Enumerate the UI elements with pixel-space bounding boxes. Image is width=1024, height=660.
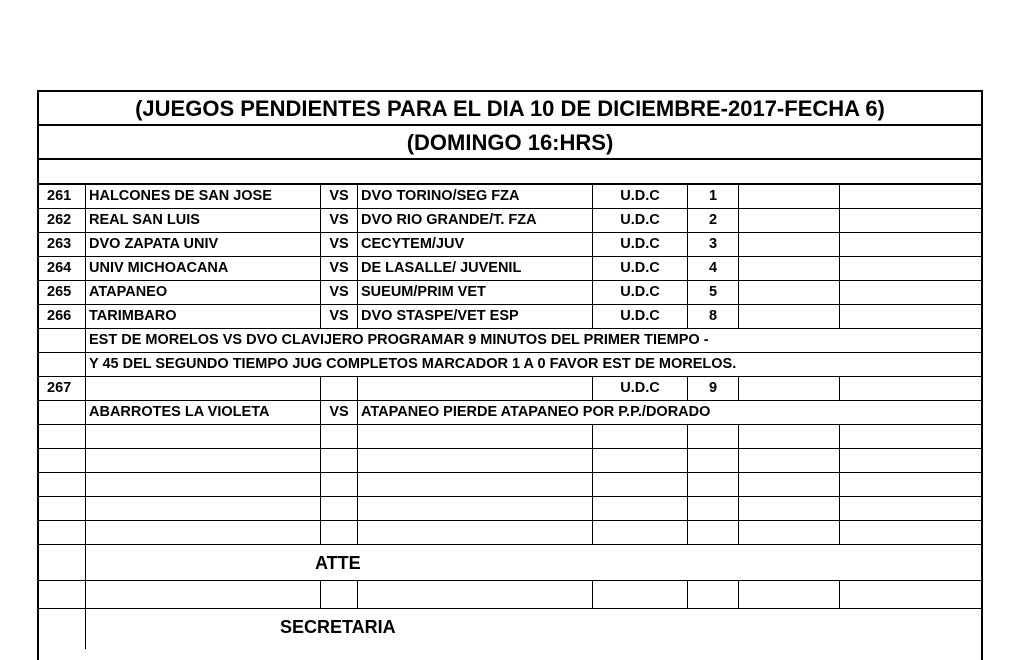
away-team: DE LASALLE/ JUVENIL: [357, 257, 592, 280]
atte-label: ATTE: [85, 545, 981, 580]
vs-label: VS: [320, 305, 357, 328]
empty-cell: [39, 401, 85, 424]
empty-cell: [839, 377, 985, 400]
blank-row: [39, 160, 981, 185]
home-team: HALCONES DE SAN JOSE: [85, 185, 320, 208]
empty-row: [39, 521, 981, 545]
away-team: DVO RIO GRANDE/T. FZA: [357, 209, 592, 232]
empty-cell: [738, 281, 839, 304]
vs-label: VS: [320, 209, 357, 232]
game-row: [39, 401, 981, 425]
venue: U.D.C: [592, 281, 687, 304]
empty-cell: [839, 209, 985, 232]
note-line-2: Y 45 DEL SEGUNDO TIEMPO JUG COMPLETOS MARCADOR 1 A 0 FAVOR EST DE MORELOS.: [85, 353, 981, 376]
empty-row: [39, 473, 981, 497]
empty-cell: [839, 257, 985, 280]
home-team: UNIV MICHOACANA: [85, 257, 320, 280]
field-number: 5: [687, 281, 738, 304]
empty-cell: [738, 185, 839, 208]
venue: U.D.C: [592, 305, 687, 328]
empty-cell: [39, 329, 85, 352]
field-number: 4: [687, 257, 738, 280]
home-team: TARIMBARO: [85, 305, 320, 328]
field-number: 3: [687, 233, 738, 256]
vs-label: VS: [320, 185, 357, 208]
empty-cell: [39, 353, 85, 376]
empty-cell: [839, 281, 985, 304]
page-title: (JUEGOS PENDIENTES PARA EL DIA 10 DE DICIEMBRE-2017-FECHA 6): [39, 92, 981, 126]
venue: U.D.C: [592, 233, 687, 256]
empty-cell: [738, 257, 839, 280]
empty-cell: [357, 377, 592, 400]
home-team: DVO ZAPATA UNIV: [85, 233, 320, 256]
vs-label: VS: [320, 281, 357, 304]
venue: U.D.C: [592, 209, 687, 232]
empty-row: [39, 425, 981, 449]
result-note: ATAPANEO PIERDE ATAPANEO POR P.P./DORADO: [357, 401, 981, 424]
signature-row: [39, 609, 981, 649]
game-number: 267: [47, 380, 72, 396]
home-team: ABARROTES LA VIOLETA: [85, 401, 320, 424]
venue: U.D.C: [592, 377, 687, 400]
note-row: [39, 353, 981, 377]
field-number: 9: [687, 377, 738, 400]
away-team: DVO TORINO/SEG FZA: [357, 185, 592, 208]
empty-cell: [85, 377, 320, 400]
vs-label: VS: [320, 233, 357, 256]
empty-row: [39, 497, 981, 521]
empty-cell: [839, 305, 985, 328]
game-row: [39, 233, 981, 257]
field-number: 1: [687, 185, 738, 208]
game-row: [39, 377, 981, 401]
field-number: 8: [687, 305, 738, 328]
empty-cell: [839, 185, 985, 208]
empty-cell: [738, 209, 839, 232]
away-team: CECYTEM/JUV: [357, 233, 592, 256]
empty-cell: [320, 377, 357, 400]
venue: U.D.C: [592, 257, 687, 280]
page-subtitle: (DOMINGO 16:HRS): [39, 126, 981, 160]
game-number: 261: [47, 188, 72, 204]
empty-row: [39, 581, 981, 609]
game-row: [39, 281, 981, 305]
game-number: 262: [47, 212, 72, 228]
signature-row: [39, 545, 981, 581]
vs-label: VS: [320, 257, 357, 280]
secretaria-label: SECRETARIA: [85, 609, 981, 649]
note-row: [39, 329, 981, 353]
empty-row: [39, 449, 981, 473]
schedule-sheet: [37, 90, 983, 660]
home-team: REAL SAN LUIS: [85, 209, 320, 232]
game-row: [39, 209, 981, 233]
game-number: 263: [47, 236, 72, 252]
venue: U.D.C: [592, 185, 687, 208]
empty-cell: [738, 233, 839, 256]
empty-cell: [738, 305, 839, 328]
empty-cell: [839, 233, 985, 256]
game-row: [39, 305, 981, 329]
game-number: 266: [47, 308, 72, 324]
home-team: ATAPANEO: [85, 281, 320, 304]
away-team: SUEUM/PRIM VET: [357, 281, 592, 304]
away-team: DVO STASPE/VET ESP: [357, 305, 592, 328]
game-row: [39, 185, 981, 209]
vs-label: VS: [320, 401, 357, 424]
game-number: 264: [47, 260, 72, 276]
empty-cell: [738, 377, 839, 400]
note-line-1: EST DE MORELOS VS DVO CLAVIJERO PROGRAMAR 9 MINUTOS DEL PRIMER TIEMPO -: [85, 329, 981, 352]
game-row: [39, 257, 981, 281]
game-number: 265: [47, 284, 72, 300]
field-number: 2: [687, 209, 738, 232]
